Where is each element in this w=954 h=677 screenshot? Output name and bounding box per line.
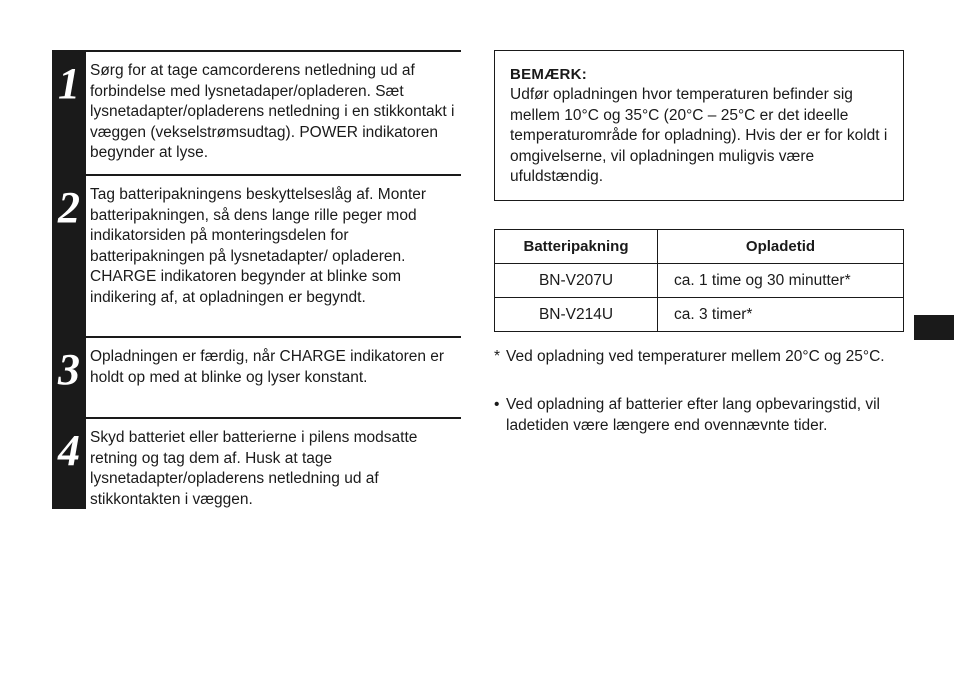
step-text: Tag batteripakningens beskyttelseslåg af. Monter batteripakningen, så dens lange rille peger mod indikatorsiden på monteringsdelen for batteripakningen på lysnetadapter/ opladeren. CHARGE indikatoren begynder at blinke som indikering af, at opladningen er begyndt. <box>90 186 427 306</box>
table-cell: ca. 3 timer* <box>658 298 904 332</box>
table-header: Batteripakning <box>495 230 658 264</box>
step-text: Opladningen er færdig, når CHARGE indikatoren er holdt op med at blinke og lyser konstant. <box>90 348 445 386</box>
step-number-badge <box>52 338 86 417</box>
bullet-mark: • <box>494 396 500 413</box>
footnote-bullet <box>494 395 904 436</box>
step-4 <box>52 417 461 509</box>
table-cell: BN-V214U <box>495 298 658 332</box>
note-box <box>494 50 904 201</box>
step-number: 3 <box>58 345 80 394</box>
step-number: 2 <box>58 183 80 232</box>
table-header-row <box>495 230 904 264</box>
step-number-badge <box>52 419 86 509</box>
table-cell: BN-V207U <box>495 264 658 298</box>
steps-list <box>52 50 461 509</box>
footnote-mark: * <box>494 348 501 365</box>
step-3 <box>52 336 461 417</box>
step-number-badge <box>52 52 86 174</box>
table-header: Opladetid <box>658 230 904 264</box>
step-number: 1 <box>58 59 80 108</box>
footnote-asterisk <box>494 347 904 368</box>
footnote-text: Ved opladning af batterier efter lang opbevaringstid, vil ladetiden være længere end ovennævnte tider. <box>506 396 880 434</box>
table-row <box>495 264 904 298</box>
step-text: Sørg for at tage camcorderens netledning ud af forbindelse med lysnetadaper/opladeren. Sæt lysnetadapter/opladerens netledning i en stikkontakt i væggen (vekselstrømsudtag). POWER indikatoren begynder at lyse. <box>90 62 455 161</box>
step-number-badge <box>52 176 86 336</box>
charging-time-table <box>494 229 904 332</box>
table-cell: ca. 1 time og 30 minutter* <box>658 264 904 298</box>
step-1 <box>52 50 461 174</box>
footnote-text: Ved opladning ved temperaturer mellem 20°C og 25°C. <box>506 348 885 365</box>
step-text: Skyd batteriet eller batterierne i pilens modsatte retning og tag dem af. Husk at tage lysnetadapter/opladerens netledning ud af stikkontakten i væggen. <box>90 429 418 508</box>
note-body: Udfør opladningen hvor temperaturen befinder sig mellem 10°C og 35°C (20°C – 25°C er det ideelle temperaturområde for opladning). Hvis der er for koldt i omgivelserne, vil opladningen muligvis være ufuldstændig. <box>510 86 888 185</box>
step-2 <box>52 174 461 336</box>
section-tab-marker <box>914 315 954 340</box>
table-row <box>495 298 904 332</box>
note-title: BEMÆRK: <box>510 66 588 83</box>
step-number: 4 <box>58 426 80 475</box>
